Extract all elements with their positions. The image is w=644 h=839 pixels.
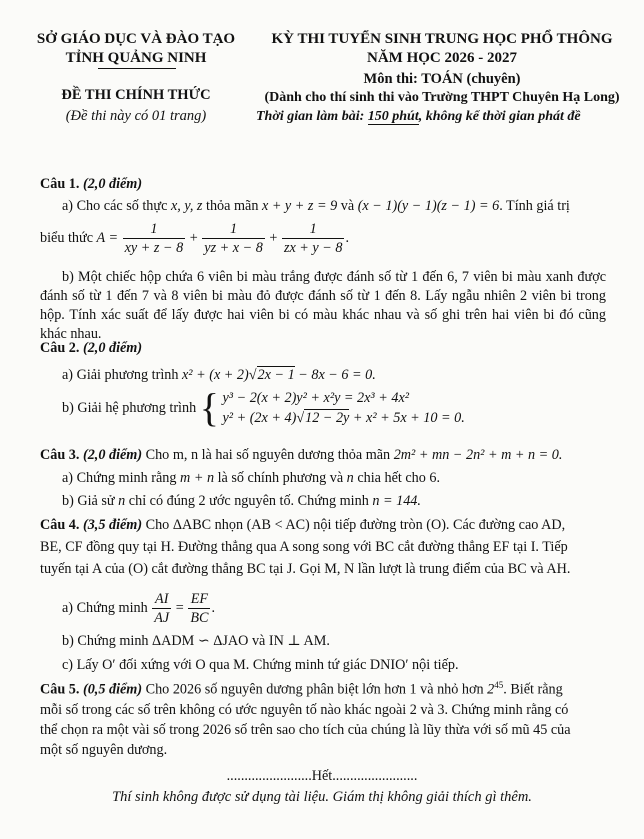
q1-heading [40,175,142,193]
fraction-2-num: 1 [230,221,238,237]
q5-line1a: Cho 2026 số nguyên dương phân biệt lớn hơn 1 và nhỏ hơn [142,681,488,698]
q1a-text1: a) Cho các số thực [62,198,171,214]
q1a-eq1: x + y + z = 9 [261,198,338,214]
exam-title: KỲ THI TUYỂN SINH TRUNG HỌC PHỔ THÔNG [271,31,613,47]
q3a-text2: là số chính phương và [214,470,347,486]
pages-note: (Đề thi này có 01 trang) [65,108,207,124]
q5-pow-exp: 45 [494,680,504,690]
q1-points: (2,0 điểm) [79,176,143,192]
footer-note: Thí sinh không được sử dụng tài liệu. Giám thị không giải thích gì thêm. [112,789,532,805]
fraction-3 [282,220,345,258]
end-marker: ........................Hết........................ [226,768,418,784]
fraction-2 [202,220,265,258]
q2b-system [222,388,464,428]
q4b-line: b) Chứng minh ΔADM ∽ ΔJAO và IN ⊥ AM. [62,633,330,649]
q1a-text3: và [337,198,358,214]
sqrt-icon: √ [296,410,305,426]
q1a-vars: x, y, z [170,198,203,214]
q4-line3: tuyến tại A của (O) cắt đường thẳng BC tại J. Gọi M, N lần lượt là trung điểm của BC và AH. [40,561,571,577]
header-department: SỞ GIÁO DỤC VÀ ĐÀO TẠO [36,31,236,47]
q1a-text2: thỏa mãn [202,198,262,214]
q2b-eq2-part2: + x² + 5x + 10 = 0. [349,410,465,426]
q3-points: (2,0 điểm) [79,447,143,463]
sqrt-icon: √ [248,367,257,383]
q5-line1b: . Biết rằng [503,681,563,698]
q4a-fraction-1 [152,590,171,628]
q2a-sqrt: 2x − 1 [257,367,295,383]
q2b-eq2-sqrt: 12 − 2y [305,410,350,426]
q4-line1-text: Cho ΔABC nhọn (AB < AC) nội tiếp đường tròn (O). Các đường cao AD, [142,517,566,533]
header-province: TỈNH QUẢNG NINH [65,50,207,66]
q2a-line [62,366,376,384]
q1a-expr-label: biểu thức [40,230,97,247]
subject-line: Môn thi: TOÁN (chuyên) [363,71,521,87]
q2-title: Câu 2. [40,340,80,356]
q4-line2: BE, CF đồng quy tại H. Đường thẳng qua A song song với BC cắt đường thẳng EF tại I. Tiếp [40,539,568,555]
q5-title: Câu 5. [40,681,80,698]
time-prefix: Thời gian làm bài: [256,109,368,124]
q1a-text4: . Tính giá trị [499,198,570,214]
q3-intro-text: Cho m, n là hai số nguyên dương thỏa mãn [142,447,394,463]
q3b-text1: b) Giả sử [62,493,119,509]
brace-icon: { [199,385,219,430]
q3b-line [62,492,421,510]
fraction-1 [123,220,186,258]
q1b-text: b) Một chiếc hộp chứa 6 viên bi màu trắng được đánh số từ 1 đến 6, 7 viên bi màu xanh được đánh số từ 1 đến 7 và 8 viên bi màu đỏ được đánh số từ 1 đến 8. Lấy ngẫu nhiên 2 viên bi trong hộp. Tính xác suất để lấy được hai viên bi có màu khác nhau và số ghi trên hai viên bi đó cũng khác nhau. [40,269,606,342]
q5-pow-base: 2 [487,681,495,698]
time-line [256,108,581,126]
q5-line1 [40,680,563,699]
q4-line1 [40,516,565,534]
q3b-text2: chỉ có đúng 2 ước nguyên tố. Chứng minh [125,493,373,509]
q3b-n: n [118,493,126,509]
q1-title: Câu 1. [40,176,80,192]
time-duration: 150 phút [367,109,419,124]
q2a-eq-part2: − 8x − 6 = 0. [294,367,376,383]
fraction-3-den: zx + y − 8 [283,240,343,257]
time-suffix: , không kể thời gian phát đề [418,109,581,124]
q2-heading [40,339,142,357]
q4a-fraction-1-den: AJ [154,610,170,627]
q4a-line: a) Chứng minh $\frac{AI}{AJ}$ = $\frac{EF}{BC}$ . [62,591,216,627]
q4a-fraction-2-den: BC [190,610,209,627]
q3a-expr: m + n [180,470,215,486]
q5-line4: một số nguyên dương. [40,742,168,758]
q4a-fraction-2 [188,590,210,628]
q5-line3: thể chọn ra một vài số trong 2026 số trên sao cho tích của chúng là lũy thừa với số mũ 45 của [40,722,571,738]
q3b-eq: n = 144. [372,493,421,509]
q5-line2: mỗi số trong các số trên không có ước nguyên tố nào khác ngoài 2 và 3. Chứng minh rằng có [40,702,569,718]
q1a-eq2: (x − 1)(y − 1)(z − 1) = 6 [357,198,500,214]
q3-title: Câu 3. [40,447,80,463]
q2a-text: a) Giải phương trình [62,367,182,383]
q1a-expression: biểu thức A = $\frac{1}{xy + z - 8}$ + $\frac{1}{yz + x - 8}$ + $\frac{1}{zx + y - 8}$ . [40,221,350,257]
q2a-eq-part1: x² + (x + 2) [182,367,249,383]
q1a-A: A = [96,230,119,247]
fraction-3-num: 1 [309,221,317,237]
q2b-eq2 [222,409,464,426]
q4-title: Câu 4. [40,517,80,533]
fraction-1-den: xy + z − 8 [124,240,184,257]
q2b-text: b) Giải hệ phương trình [62,399,200,416]
q2b-eq1: y³ − 2(x + 2)y² + x²y = 2x³ + 4x² [222,390,409,406]
q3-intro [40,446,562,464]
q3-intro-eq: 2m² + mn − 2n² + m + n = 0. [393,447,563,463]
school-year: NĂM HỌC 2026 - 2027 [367,50,517,66]
q3a-text1: a) Chứng minh rằng [62,470,181,486]
q4c-line: c) Lấy O′ đối xứng với O qua M. Chứng minh tứ giác DNIO′ nội tiếp. [62,657,459,673]
fraction-2-den: yz + x − 8 [204,240,263,257]
q2b-line [62,385,465,430]
q1a-line1 [62,197,570,215]
q5-points: (0,5 điểm) [79,681,143,698]
target-school: (Dành cho thí sinh thi vào Trường THPT Chuyên Hạ Long) [264,90,620,105]
q3a-n: n [346,470,354,486]
q4a-text: a) Chứng minh [62,600,152,617]
header-province-underline [98,68,176,69]
q2b-eq2-part1: y² + (2x + 4) [222,410,297,426]
q3a-text3: chia hết cho 6. [353,470,441,486]
official-exam-label: ĐỀ THI CHÍNH THỨC [61,87,211,103]
q4a-fraction-1-num: AI [155,591,169,607]
q4a-fraction-2-num: EF [190,591,209,607]
fraction-1-num: 1 [150,221,158,237]
q3a-line [62,469,440,487]
q2-points: (2,0 điểm) [79,340,143,356]
q4-points: (3,5 điểm) [79,517,143,533]
